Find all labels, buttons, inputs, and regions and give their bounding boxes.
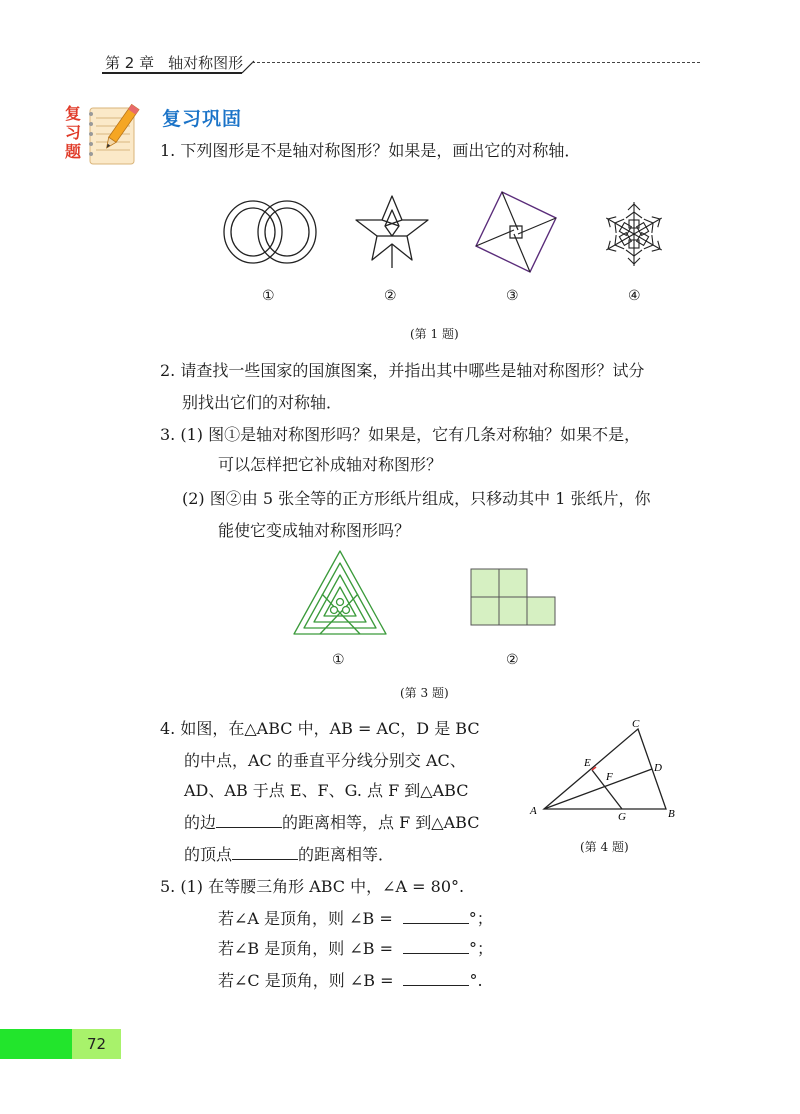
text-segment: °. [469, 971, 483, 990]
point-label: F [606, 771, 613, 783]
question-4-line-1: 4. 如图，在△ABC 中，AB = AC，D 是 BC [160, 719, 480, 738]
section-title: 复习巩固 [162, 108, 243, 130]
text-segment: °； [469, 939, 494, 958]
figure-caption: (第 1 题) [410, 327, 459, 341]
question-3-part-2-line-2: 能使它变成轴对称图形吗？ [218, 521, 411, 540]
chapter-title: 轴对称图形 [168, 54, 244, 72]
figure-label: ② [384, 288, 397, 304]
question-4-line-3: AD、AB 于点 E、F、G. 点 F 到△ABC [184, 781, 469, 800]
header-dashed-rule [252, 62, 700, 63]
point-label: D [654, 762, 662, 774]
review-badge [62, 100, 144, 168]
question-3-part-1-line-1: 3. (1) 图①是轴对称图形吗？如果是，它有几条对称轴？如果不是， [160, 425, 641, 444]
question-4-line-2: 的中点，AC 的垂直平分线分别交 AC、 [184, 751, 466, 770]
point-label: C [632, 718, 640, 730]
snowflake-figure [598, 198, 670, 270]
text-segment: 的距离相等，点 F 到△ABC [282, 813, 480, 832]
header-underline [102, 72, 242, 74]
question-1-text: 1. 下列图形是不是轴对称图形？如果是，画出它的对称轴． [160, 141, 581, 160]
interlocking-rings-figure [222, 198, 318, 266]
text-segment: °； [468, 909, 493, 928]
question-3-part-1-line-2: 可以怎样把它补成轴对称图形？ [218, 455, 443, 474]
point-label: E [584, 757, 591, 769]
badge-char: 题 [64, 142, 81, 161]
point-label: B [668, 808, 675, 820]
answer-blank[interactable] [216, 813, 282, 828]
question-2-line-2: 别找出它们的对称轴． [182, 393, 343, 412]
answer-blank[interactable] [232, 845, 298, 860]
question-5-row [218, 966, 483, 996]
nested-triangles-figure [292, 548, 388, 638]
text-segment: 的距离相等． [298, 845, 395, 864]
figure-label: ③ [506, 288, 519, 304]
answer-blank[interactable] [403, 909, 469, 924]
question-4-line-5 [184, 840, 394, 870]
page-number: 72 [72, 1029, 121, 1059]
badge-char: 复 [64, 104, 81, 123]
chapter-header [105, 52, 243, 73]
triangle-abc-figure [528, 716, 688, 826]
text-segment: 若∠C 是顶角，则 ∠B = [218, 971, 394, 990]
text-segment: 的顶点 [184, 845, 233, 864]
header-slash-decoration [240, 58, 256, 74]
answer-blank[interactable] [403, 939, 469, 954]
question-2-line-1: 2. 请查找一些国家的国旗图案，并指出其中哪些是轴对称图形？试分 [160, 361, 645, 380]
figure-caption: (第 4 题) [580, 840, 629, 854]
figure-caption: (第 3 题) [400, 686, 449, 700]
figure-label: ① [262, 288, 275, 304]
badge-char: 习 [64, 123, 81, 142]
figure-label: ② [506, 652, 519, 668]
badge-text [62, 104, 84, 161]
question-4-line-4 [184, 808, 479, 838]
question-3-part-2-line-1: (2) 图②由 5 张全等的正方形纸片组成，只移动其中 1 张纸片，你 [182, 489, 651, 508]
point-label: G [618, 811, 626, 823]
question-5-row [218, 934, 493, 964]
point-label: A [530, 805, 537, 817]
chapter-number: 第 2 章 [105, 54, 155, 72]
answer-blank[interactable] [403, 971, 469, 986]
figure-label: ① [332, 652, 345, 668]
star-knot-figure [352, 192, 432, 272]
text-segment: 若∠B 是顶角，则 ∠B = [218, 939, 393, 958]
text-segment: 若∠A 是顶角，则 ∠B = [218, 909, 393, 928]
text-segment: 的边 [184, 813, 217, 832]
question-5-line-1: 5. (1) 在等腰三角形 ABC 中，∠A = 80°. [160, 877, 465, 896]
figure-label: ④ [628, 288, 641, 304]
five-squares-figure [470, 568, 556, 626]
rotated-square-figure [474, 190, 558, 274]
question-5-row [218, 904, 493, 934]
